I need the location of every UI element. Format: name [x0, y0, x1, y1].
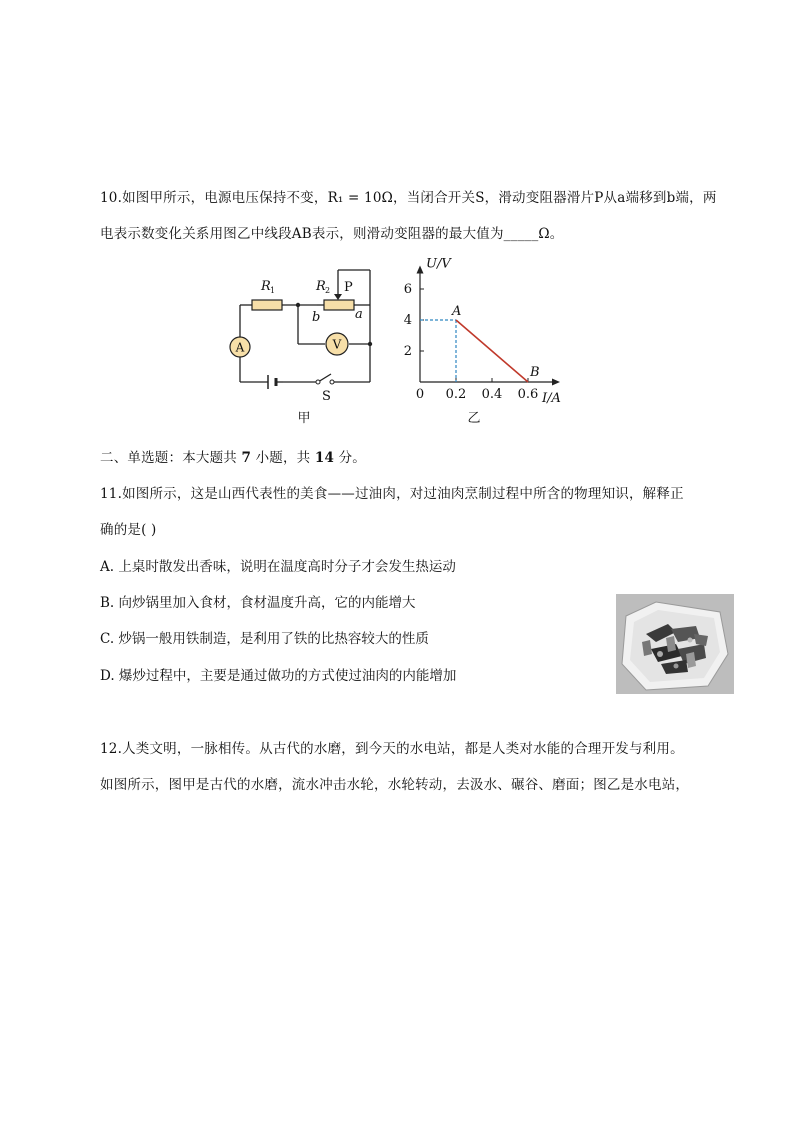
slider-arrow-icon	[334, 294, 342, 300]
q12-stem-line-2: 如图所示，图甲是古代的水磨，流水冲击水轮，水轮转动，去汲水、碾谷、磨面；图乙是水电站，	[100, 777, 690, 793]
x-tick-label: 0.6	[517, 387, 539, 402]
x-axis-arrow-icon	[552, 379, 560, 386]
graph-caption: 乙	[467, 411, 481, 426]
y-tick-label: 6	[403, 282, 412, 297]
r2-subscript: 2	[325, 286, 331, 295]
junction-dot	[296, 303, 300, 307]
q11-option-b[interactable]: B. 向炒锅里加入食材，食材温度升高，它的内能增大	[100, 595, 416, 611]
origin-label: 0	[415, 387, 425, 402]
resistor-r2	[324, 300, 354, 310]
ui-graph	[400, 250, 575, 428]
y-tick-label: 4	[403, 313, 412, 328]
section-2-title: 二、单选题：本大题共 7 小题，共 14 分。	[100, 450, 366, 466]
ammeter-label: A	[235, 340, 245, 355]
circuit-caption: 甲	[297, 411, 311, 426]
voltmeter-label: V	[332, 337, 342, 352]
y-tick-label: 2	[403, 344, 412, 359]
switch-label: S	[322, 389, 331, 404]
switch-contact-icon	[330, 380, 334, 384]
q12-stem-line-1: 12.人类文明，一脉相传。从古代的水磨，到今天的水电站，都是人类对水能的合理开发与利用。	[100, 741, 684, 757]
junction-dot	[368, 342, 372, 346]
circuit-diagram	[220, 258, 390, 428]
q10-stem-line-2: 电表示数变化关系用图乙中线段AB表示，则滑动变阻器的最大值为_____Ω。	[100, 226, 564, 242]
switch-contact-icon	[316, 380, 320, 384]
x-tick-label: 0.2	[445, 387, 467, 402]
slider-label: P	[344, 280, 353, 295]
end-b-label: b	[312, 310, 321, 325]
r1-label: R	[261, 279, 271, 294]
r1-subscript: 1	[270, 286, 276, 295]
q11-option-a[interactable]: A. 上桌时散发出香味，说明在温度高时分子才会发生热运动	[100, 559, 456, 575]
end-a-label: a	[355, 307, 363, 322]
y-axis-label: U/V	[426, 256, 451, 272]
q11-stem-line-2: 确的是( )	[100, 522, 157, 538]
x-tick-label: 0.4	[481, 387, 503, 402]
q10-stem-line-1: 10.如图甲所示，电源电压保持不变，R₁ = 10Ω，当闭合开关S，滑动变阻器滑片P从a端移到b端，两	[100, 190, 717, 206]
battery-icon	[268, 375, 283, 389]
resistor-r1	[252, 300, 282, 310]
q11-option-d[interactable]: D. 爆炒过程中，主要是通过做功的方式使过油肉的内能增加	[100, 668, 457, 684]
q11-stem-line-1: 11.如图所示，这是山西代表性的美食——过油肉，对过油肉烹制过程中所含的物理知识，解释正	[100, 486, 684, 502]
y-axis-arrow-icon	[417, 266, 424, 274]
food-photo	[616, 594, 734, 694]
r2-label: R	[316, 279, 326, 294]
q11-option-c[interactable]: C. 炒锅一般用铁制造，是利用了铁的比热容较大的性质	[100, 631, 429, 647]
point-b-label: B	[530, 365, 540, 380]
series-line-ab	[456, 320, 528, 382]
point-a-label: A	[452, 304, 462, 319]
x-axis-label: I/A	[542, 391, 561, 406]
